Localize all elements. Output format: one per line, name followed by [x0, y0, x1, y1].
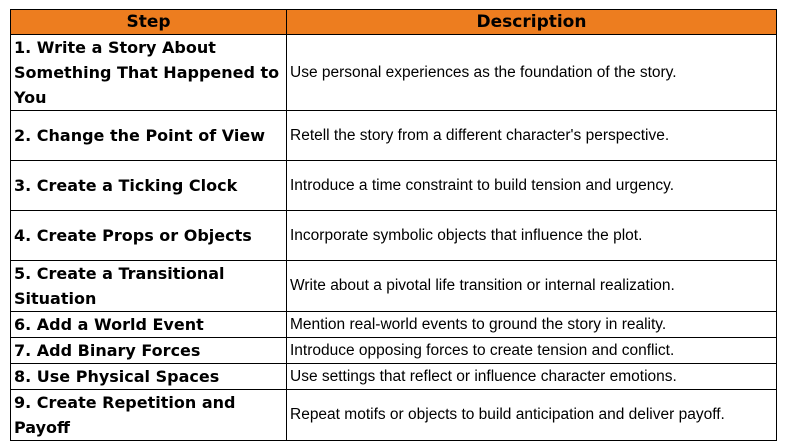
description-cell[interactable]: Mention real-world events to ground the story in reality.	[287, 312, 777, 338]
table-row	[11, 261, 777, 312]
header-row	[11, 10, 777, 35]
column-header-description[interactable]: Description	[287, 10, 777, 35]
description-cell[interactable]: Introduce opposing forces to create tension and conflict.	[287, 338, 777, 364]
step-cell[interactable]: 1. Write a Story About Something That Happened to You	[11, 35, 287, 111]
step-cell[interactable]: 6. Add a World Event	[11, 312, 287, 338]
column-header-step[interactable]: Step	[11, 10, 287, 35]
step-cell[interactable]: 4. Create Props or Objects	[11, 211, 287, 261]
step-cell[interactable]: 3. Create a Ticking Clock	[11, 161, 287, 211]
description-cell[interactable]: Retell the story from a different character's perspective.	[287, 111, 777, 161]
table-row	[11, 35, 777, 111]
description-cell[interactable]: Write about a pivotal life transition or internal realization.	[287, 261, 777, 312]
table-row	[11, 211, 777, 261]
description-cell[interactable]: Incorporate symbolic objects that influence the plot.	[287, 211, 777, 261]
table-row	[11, 364, 777, 390]
step-cell[interactable]: 9. Create Repetition and Payoff	[11, 390, 287, 441]
step-cell[interactable]: 7. Add Binary Forces	[11, 338, 287, 364]
story-steps-table	[10, 9, 777, 441]
table-row	[11, 312, 777, 338]
step-cell[interactable]: 5. Create a Transitional Situation	[11, 261, 287, 312]
table-row	[11, 161, 777, 211]
step-cell[interactable]: 2. Change the Point of View	[11, 111, 287, 161]
table-row	[11, 111, 777, 161]
description-cell[interactable]: Use personal experiences as the foundation of the story.	[287, 35, 777, 111]
table-row	[11, 338, 777, 364]
description-cell[interactable]: Introduce a time constraint to build tension and urgency.	[287, 161, 777, 211]
step-cell[interactable]: 8. Use Physical Spaces	[11, 364, 287, 390]
description-cell[interactable]: Use settings that reflect or influence character emotions.	[287, 364, 777, 390]
description-cell[interactable]: Repeat motifs or objects to build anticipation and deliver payoff.	[287, 390, 777, 441]
table-row	[11, 390, 777, 441]
